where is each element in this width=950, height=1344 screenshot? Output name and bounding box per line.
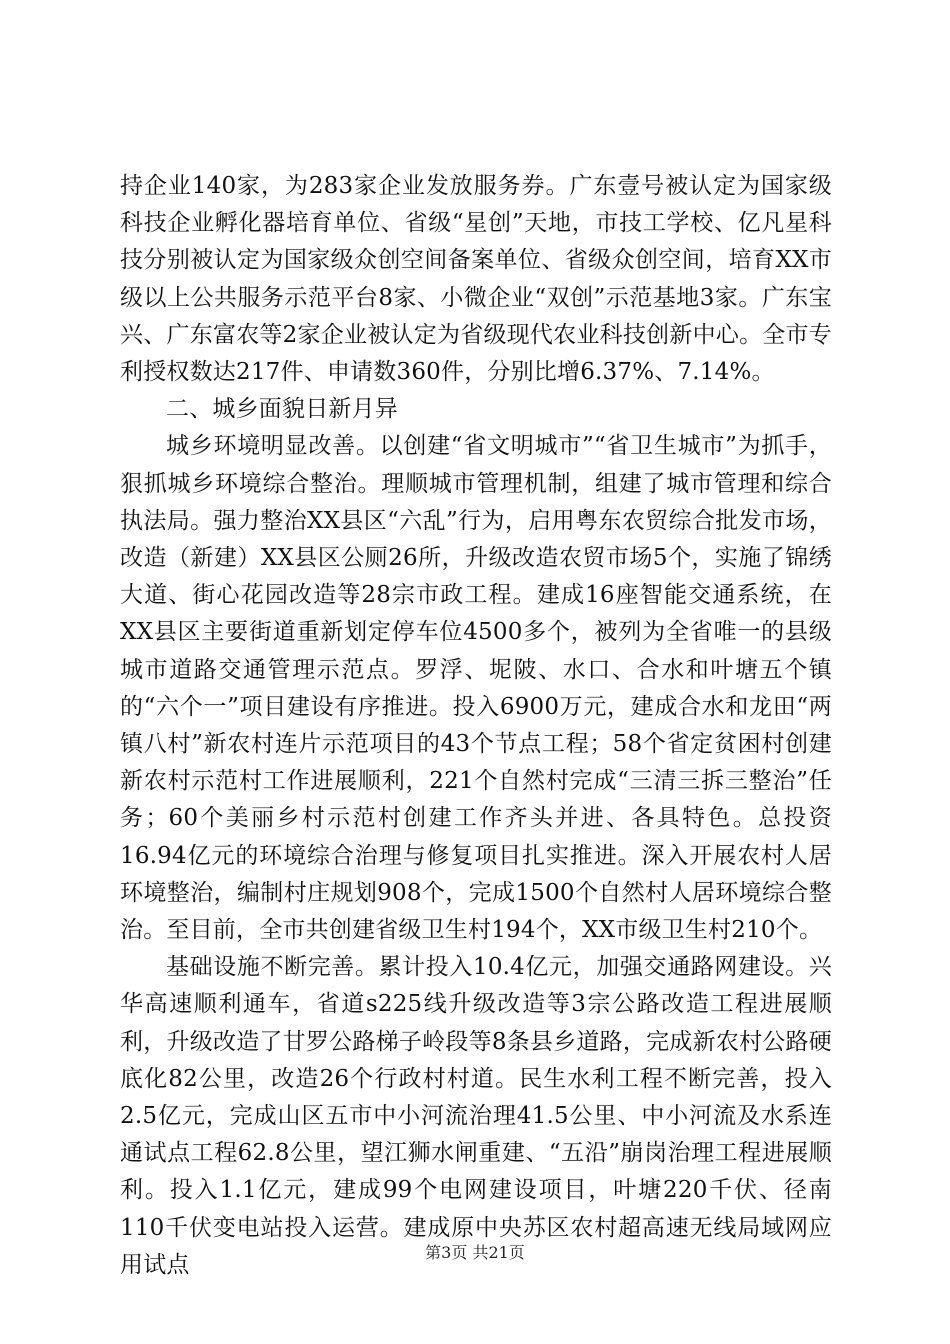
paragraph-continued: 持企业140家，为283家企业发放服务券。广东壹号被认定为国家级科技企业孵化器培育单位、省级“星创”天地，市技工学校、亿凡星科技分别被认定为国家级众创空间备案单位、省级众创空间，培育XX市级以上公共服务示范平台8家、小微企业“双创”示范基地3家。广东宝兴、广东富农等2家企业被认定为省级现代农业科技创新中心。全市专利授权数达217件、申请数360件，分别比增6.37%、7.14%。 — [120, 173, 832, 386]
page-footer: 第3页 共21页 — [425, 1243, 525, 1262]
paragraph-infrastructure: 基础设施不断完善。累计投入10.4亿元，加强交通路网建设。兴华高速顺利通车，省道s225线升级改造等3宗公路改造工程进展顺利，升级改造了甘罗公路梯子岭段等8条县乡道路，完成新农村公路硬底化82公里，改造26个行政村村道。民生水利工程不断完善，投入2.5亿元，完成山区五市中小河流治理41.5公里、中小河流及水系连通试点工程62.8公里，望江狮水闸重建、“五沿”崩岗治理工程进展顺利。投入1.1亿元，建成99个电网建设项目，叶塘220千伏、径南110千伏变电站投入运营。建成原中央苏区农村超高速无线局域网应用试点 — [120, 954, 832, 1278]
document-body — [120, 168, 832, 1284]
paragraph-environment: 城乡环境明显改善。以创建“省文明城市”“省卫生城市”为抓手，狠抓城乡环境综合整治。理顺城市管理机制，组建了城市管理和综合执法局。强力整治XX县区“六乱”行为，启用粤东农贸综合批发市场，改造（新建）XX县区公厕26所，升级改造农贸市场5个，实施了锦绣大道、街心花园改造等28宗市政工程。建成16座智能交通系统，在XX县区主要街道重新划定停车位4500多个，被列为全省唯一的县级城市道路交通管理示范点。罗浮、坭陂、水口、合水和叶塘五个镇的“六个一”项目建设有序推进。投入6900万元，建成合水和龙田“两镇八村”新农村连片示范项目的43个节点工程；58个省定贫困村创建新农村示范村工作进展顺利，221个自然村完成“三清三拆三整治”任务；60个美丽乡村示范村创建工作齐头并进、各具特色。总投资16.94亿元的环境综合治理与修复项目扎实推进。深入开展农村人居环境整治，编制村庄规划908个，完成1500个自然村人居环境综合整治。至目前，全市共创建省级卫生村194个，XX市级卫生村210个。 — [120, 433, 832, 944]
section-heading: 二、城乡面貌日新月异 — [166, 396, 398, 423]
